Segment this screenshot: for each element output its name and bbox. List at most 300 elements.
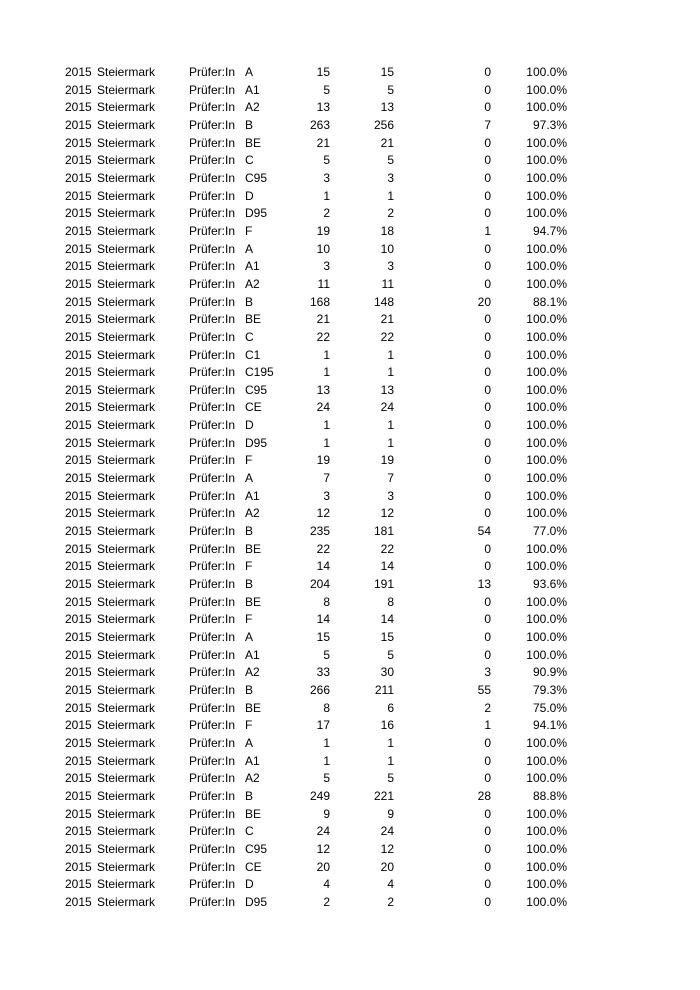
table-row (0, 770, 700, 788)
year-cell: 2015 (65, 735, 92, 750)
table-row (0, 117, 700, 135)
year-cell: 2015 (65, 365, 92, 380)
license-class-cell: D (245, 877, 254, 892)
year-cell: 2015 (65, 541, 92, 556)
license-class-cell: A2 (245, 100, 260, 115)
pass-rate-cell: 100.0% (526, 735, 567, 750)
total-cell: 3 (323, 259, 330, 274)
year-cell: 2015 (65, 471, 92, 486)
table-row (0, 135, 700, 153)
pass-rate-cell: 100.0% (526, 153, 567, 168)
year-cell: 2015 (65, 435, 92, 450)
region-cell: Steiermark (97, 753, 156, 768)
failed-cell: 0 (484, 771, 491, 786)
license-class-cell: A1 (245, 259, 260, 274)
passed-cell: 11 (381, 276, 394, 291)
total-cell: 5 (323, 82, 330, 97)
total-cell: 24 (316, 400, 330, 415)
table-row (0, 541, 700, 559)
pass-rate-cell: 100.0% (526, 806, 567, 821)
failed-cell: 0 (484, 841, 491, 856)
role-cell: Prüfer:In (189, 877, 236, 892)
failed-cell: 3 (484, 665, 491, 680)
license-class-cell: C95 (245, 170, 268, 185)
year-cell: 2015 (65, 453, 92, 468)
year-cell: 2015 (65, 382, 92, 397)
region-cell: Steiermark (97, 276, 156, 291)
pass-rate-cell: 97.3% (532, 117, 567, 132)
table-row (0, 452, 700, 470)
pass-rate-cell: 100.0% (526, 559, 567, 574)
total-cell: 3 (323, 170, 330, 185)
failed-cell: 0 (484, 65, 491, 79)
passed-cell: 30 (380, 665, 394, 680)
table-row (0, 347, 700, 365)
passed-cell: 5 (387, 647, 394, 662)
region-cell: Steiermark (97, 806, 156, 821)
year-cell: 2015 (65, 135, 92, 150)
passed-cell: 1 (387, 418, 394, 433)
failed-cell: 0 (484, 418, 491, 433)
year-cell: 2015 (65, 524, 92, 539)
passed-cell: 14 (380, 612, 394, 627)
pass-rate-cell: 100.0% (526, 347, 567, 362)
passed-cell: 20 (380, 859, 394, 874)
license-class-cell: F (245, 612, 253, 627)
failed-cell: 0 (484, 753, 491, 768)
table-row (0, 311, 700, 329)
role-cell: Prüfer:In (189, 382, 236, 397)
table-row (0, 223, 700, 241)
pass-rate-cell: 100.0% (526, 471, 567, 486)
pass-rate-cell: 88.1% (532, 294, 567, 309)
table-row (0, 806, 700, 824)
passed-cell: 3 (387, 170, 394, 185)
passed-cell: 19 (380, 453, 394, 468)
license-class-cell: C95 (245, 841, 268, 856)
role-cell: Prüfer:In (189, 700, 236, 715)
total-cell: 235 (309, 524, 330, 539)
role-cell: Prüfer:In (189, 559, 236, 574)
role-cell: Prüfer:In (189, 82, 236, 97)
total-cell: 19 (316, 453, 330, 468)
year-cell: 2015 (65, 117, 92, 132)
passed-cell: 12 (380, 841, 394, 856)
pass-rate-cell: 100.0% (526, 877, 567, 892)
year-cell: 2015 (65, 312, 92, 327)
passed-cell: 211 (374, 682, 394, 697)
pass-rate-cell: 100.0% (526, 170, 567, 185)
passed-cell: 5 (387, 771, 394, 786)
passed-cell: 21 (380, 135, 394, 150)
region-cell: Steiermark (97, 206, 156, 221)
year-cell: 2015 (65, 806, 92, 821)
passed-cell: 5 (387, 153, 394, 168)
region-cell: Steiermark (97, 612, 156, 627)
region-cell: Steiermark (97, 135, 156, 150)
passed-cell: 22 (380, 329, 394, 344)
passed-cell: 15 (380, 65, 394, 79)
role-cell: Prüfer:In (189, 665, 236, 680)
region-cell: Steiermark (97, 170, 156, 185)
table-row (0, 700, 700, 718)
license-class-cell: BE (245, 806, 262, 821)
role-cell: Prüfer:In (189, 365, 236, 380)
pass-rate-cell: 100.0% (526, 188, 567, 203)
total-cell: 5 (323, 771, 330, 786)
table-row (0, 523, 700, 541)
region-cell: Steiermark (97, 541, 156, 556)
year-cell: 2015 (65, 859, 92, 874)
license-class-cell: C195 (245, 365, 274, 380)
role-cell: Prüfer:In (189, 223, 236, 238)
license-class-cell: D (245, 188, 254, 203)
passed-cell: 24 (380, 824, 394, 839)
total-cell: 11 (317, 276, 330, 291)
table-row (0, 64, 700, 82)
role-cell: Prüfer:In (189, 100, 236, 115)
role-cell: Prüfer:In (189, 541, 236, 556)
region-cell: Steiermark (97, 382, 156, 397)
failed-cell: 0 (484, 894, 491, 909)
region-cell: Steiermark (97, 700, 156, 715)
failed-cell: 0 (484, 100, 491, 115)
total-cell: 9 (323, 806, 330, 821)
total-cell: 2 (323, 894, 330, 909)
pass-rate-cell: 100.0% (526, 612, 567, 627)
table-row (0, 558, 700, 576)
region-cell: Steiermark (97, 82, 156, 97)
role-cell: Prüfer:In (189, 841, 236, 856)
table-row (0, 664, 700, 682)
failed-cell: 0 (484, 400, 491, 415)
total-cell: 5 (323, 647, 330, 662)
passed-cell: 13 (380, 100, 394, 115)
table-row (0, 611, 700, 629)
failed-cell: 0 (484, 824, 491, 839)
total-cell: 3 (323, 488, 330, 503)
role-cell: Prüfer:In (189, 276, 236, 291)
region-cell: Steiermark (97, 594, 156, 609)
license-class-cell: A1 (245, 82, 260, 97)
total-cell: 15 (316, 630, 330, 644)
failed-cell: 0 (484, 135, 491, 150)
region-cell: Steiermark (97, 294, 156, 309)
license-class-cell: C95 (245, 382, 268, 397)
table-row (0, 241, 700, 259)
total-cell: 33 (316, 665, 330, 680)
pass-rate-cell: 100.0% (526, 435, 567, 450)
total-cell: 15 (316, 65, 330, 79)
pass-rate-cell: 100.0% (526, 82, 567, 97)
failed-cell: 7 (484, 117, 491, 132)
region-cell: Steiermark (97, 241, 156, 256)
pass-rate-cell: 77.0% (532, 524, 567, 539)
region-cell: Steiermark (97, 259, 156, 274)
license-class-cell: A2 (245, 771, 260, 786)
failed-cell: 0 (484, 877, 491, 892)
failed-cell: 0 (484, 612, 491, 627)
failed-cell: 13 (477, 577, 491, 592)
passed-cell: 18 (380, 223, 394, 238)
role-cell: Prüfer:In (189, 577, 236, 592)
license-class-cell: C (245, 329, 254, 344)
role-cell: Prüfer:In (189, 418, 236, 433)
year-cell: 2015 (65, 488, 92, 503)
license-class-cell: F (245, 453, 253, 468)
failed-cell: 2 (484, 700, 491, 715)
pass-rate-cell: 100.0% (526, 841, 567, 856)
table-row (0, 682, 700, 700)
region-cell: Steiermark (97, 347, 156, 362)
role-cell: Prüfer:In (189, 824, 236, 839)
year-cell: 2015 (65, 241, 92, 256)
year-cell: 2015 (65, 506, 92, 521)
role-cell: Prüfer:In (189, 170, 236, 185)
passed-cell: 13 (380, 382, 394, 397)
passed-cell: 1 (387, 753, 394, 768)
table-row (0, 152, 700, 170)
failed-cell: 0 (484, 594, 491, 609)
total-cell: 1 (323, 753, 330, 768)
table-row (0, 576, 700, 594)
year-cell: 2015 (65, 259, 92, 274)
region-cell: Steiermark (97, 365, 156, 380)
failed-cell: 0 (484, 206, 491, 221)
table-row (0, 82, 700, 100)
pass-rate-cell: 100.0% (526, 241, 567, 256)
failed-cell: 0 (484, 735, 491, 750)
license-class-cell: F (245, 223, 253, 238)
failed-cell: 0 (484, 170, 491, 185)
passed-cell: 24 (380, 400, 394, 415)
table-row (0, 382, 700, 400)
role-cell: Prüfer:In (189, 771, 236, 786)
failed-cell: 0 (484, 559, 491, 574)
failed-cell: 55 (477, 682, 491, 697)
table-row (0, 823, 700, 841)
table-row (0, 205, 700, 223)
role-cell: Prüfer:In (189, 400, 236, 415)
table-row (0, 99, 700, 117)
passed-cell: 9 (387, 806, 394, 821)
license-class-cell: C1 (245, 347, 261, 362)
failed-cell: 0 (484, 630, 491, 644)
license-class-cell: A1 (245, 488, 260, 503)
pass-rate-cell: 100.0% (526, 312, 567, 327)
failed-cell: 0 (484, 365, 491, 380)
role-cell: Prüfer:In (189, 859, 236, 874)
role-cell: Prüfer:In (189, 682, 236, 697)
region-cell: Steiermark (97, 577, 156, 592)
table-row (0, 894, 700, 912)
region-cell: Steiermark (97, 718, 156, 733)
total-cell: 1 (323, 735, 330, 750)
passed-cell: 1 (387, 188, 394, 203)
license-class-cell: B (245, 524, 254, 539)
license-class-cell: A2 (245, 506, 260, 521)
pass-rate-cell: 88.8% (532, 788, 567, 803)
failed-cell: 0 (484, 541, 491, 556)
license-class-cell: C (245, 153, 254, 168)
table-row (0, 859, 700, 877)
table-row (0, 505, 700, 523)
passed-cell: 6 (387, 700, 394, 715)
license-class-cell: A (245, 471, 254, 486)
region-cell: Steiermark (97, 559, 156, 574)
region-cell: Steiermark (97, 435, 156, 450)
failed-cell: 0 (484, 382, 491, 397)
total-cell: 7 (323, 471, 330, 486)
total-cell: 12 (316, 506, 330, 521)
license-class-cell: A (245, 65, 254, 79)
pass-rate-cell: 100.0% (526, 259, 567, 274)
passed-cell: 1 (387, 435, 394, 450)
role-cell: Prüfer:In (189, 347, 236, 362)
license-class-cell: D95 (245, 435, 268, 450)
license-class-cell: BE (245, 700, 262, 715)
pass-rate-cell: 100.0% (526, 859, 567, 874)
license-class-cell: F (245, 718, 253, 733)
total-cell: 1 (323, 435, 330, 450)
pass-rate-cell: 100.0% (526, 100, 567, 115)
year-cell: 2015 (65, 418, 92, 433)
pass-rate-cell: 75.0% (532, 700, 567, 715)
passed-cell: 2 (387, 894, 394, 909)
role-cell: Prüfer:In (189, 435, 236, 450)
year-cell: 2015 (65, 559, 92, 574)
license-class-cell: BE (245, 541, 262, 556)
region-cell: Steiermark (97, 735, 156, 750)
region-cell: Steiermark (97, 471, 156, 486)
role-cell: Prüfer:In (189, 806, 236, 821)
region-cell: Steiermark (97, 100, 156, 115)
license-class-cell: A (245, 630, 254, 644)
region-cell: Steiermark (97, 788, 156, 803)
total-cell: 20 (316, 859, 330, 874)
table-row (0, 788, 700, 806)
year-cell: 2015 (65, 594, 92, 609)
failed-cell: 0 (484, 153, 491, 168)
table-row (0, 841, 700, 859)
failed-cell: 0 (484, 312, 491, 327)
pass-rate-cell: 93.6% (532, 577, 567, 592)
passed-cell: 1 (387, 735, 394, 750)
pass-rate-cell: 100.0% (526, 771, 567, 786)
table-row (0, 717, 700, 735)
license-class-cell: D95 (245, 894, 268, 909)
region-cell: Steiermark (97, 647, 156, 662)
failed-cell: 0 (484, 435, 491, 450)
pass-rate-cell: 100.0% (526, 365, 567, 380)
year-cell: 2015 (65, 647, 92, 662)
year-cell: 2015 (65, 771, 92, 786)
region-cell: Steiermark (97, 223, 156, 238)
passed-cell: 8 (387, 594, 394, 609)
region-cell: Steiermark (97, 188, 156, 203)
total-cell: 266 (309, 682, 330, 697)
pass-rate-cell: 100.0% (526, 824, 567, 839)
failed-cell: 1 (484, 223, 491, 238)
role-cell: Prüfer:In (189, 117, 236, 132)
table-row (0, 417, 700, 435)
region-cell: Steiermark (97, 65, 156, 79)
failed-cell: 0 (484, 347, 491, 362)
pass-rate-cell: 100.0% (526, 630, 567, 644)
role-cell: Prüfer:In (189, 647, 236, 662)
year-cell: 2015 (65, 700, 92, 715)
role-cell: Prüfer:In (189, 153, 236, 168)
license-class-cell: B (245, 682, 254, 697)
pass-rate-cell: 100.0% (526, 400, 567, 415)
passed-cell: 7 (387, 471, 394, 486)
failed-cell: 0 (484, 82, 491, 97)
pass-rate-cell: 100.0% (526, 488, 567, 503)
year-cell: 2015 (65, 65, 92, 79)
pass-rate-cell: 100.0% (526, 329, 567, 344)
region-cell: Steiermark (97, 682, 156, 697)
pass-rate-cell: 100.0% (526, 894, 567, 909)
region-cell: Steiermark (97, 400, 156, 415)
total-cell: 204 (309, 577, 330, 592)
total-cell: 21 (316, 135, 330, 150)
license-class-cell: B (245, 788, 254, 803)
role-cell: Prüfer:In (189, 594, 236, 609)
year-cell: 2015 (65, 841, 92, 856)
total-cell: 8 (323, 594, 330, 609)
pass-rate-cell: 100.0% (526, 453, 567, 468)
year-cell: 2015 (65, 294, 92, 309)
role-cell: Prüfer:In (189, 206, 236, 221)
failed-cell: 0 (484, 506, 491, 521)
total-cell: 14 (316, 612, 330, 627)
license-class-cell: D (245, 418, 254, 433)
total-cell: 10 (316, 241, 330, 256)
table-row (0, 258, 700, 276)
passed-cell: 1 (387, 365, 394, 380)
role-cell: Prüfer:In (189, 188, 236, 203)
table-row (0, 647, 700, 665)
role-cell: Prüfer:In (189, 753, 236, 768)
role-cell: Prüfer:In (189, 718, 236, 733)
year-cell: 2015 (65, 824, 92, 839)
failed-cell: 0 (484, 859, 491, 874)
total-cell: 249 (309, 788, 330, 803)
total-cell: 13 (316, 382, 330, 397)
failed-cell: 0 (484, 188, 491, 203)
table-row (0, 735, 700, 753)
region-cell: Steiermark (97, 841, 156, 856)
failed-cell: 0 (484, 329, 491, 344)
year-cell: 2015 (65, 206, 92, 221)
year-cell: 2015 (65, 347, 92, 362)
region-cell: Steiermark (97, 488, 156, 503)
pass-rate-cell: 100.0% (526, 594, 567, 609)
role-cell: Prüfer:In (189, 294, 236, 309)
passed-cell: 12 (380, 506, 394, 521)
total-cell: 13 (316, 100, 330, 115)
table-row (0, 399, 700, 417)
total-cell: 22 (316, 541, 330, 556)
year-cell: 2015 (65, 82, 92, 97)
year-cell: 2015 (65, 329, 92, 344)
year-cell: 2015 (65, 188, 92, 203)
total-cell: 21 (316, 312, 330, 327)
role-cell: Prüfer:In (189, 453, 236, 468)
license-class-cell: A2 (245, 276, 260, 291)
total-cell: 1 (323, 365, 330, 380)
region-cell: Steiermark (97, 329, 156, 344)
